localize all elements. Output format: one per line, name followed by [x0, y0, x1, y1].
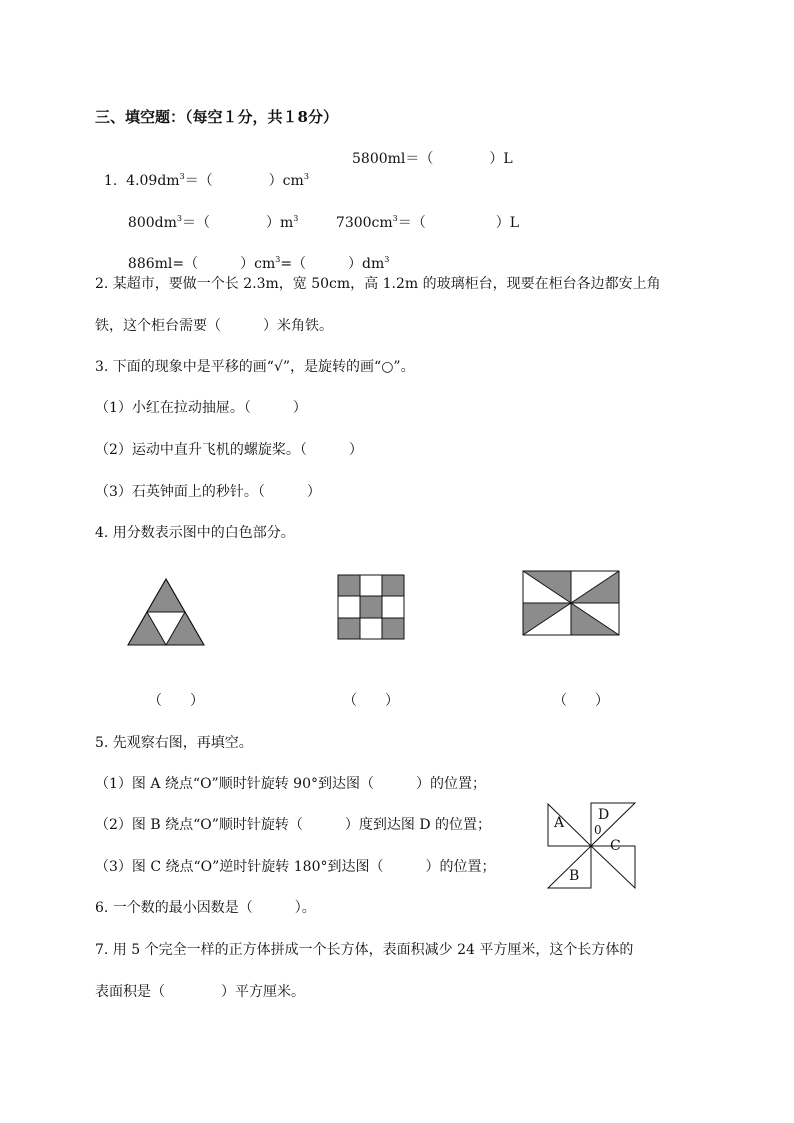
q3-item-1: （1）小红在拉动抽屉。（ ）: [95, 400, 307, 416]
q6-text: 6. 一个数的最小因数是（ ）。: [95, 900, 316, 916]
q5-item-2: （2）图 B 绕点“O”顺时针旋转（ ）度到达图 D 的位置；: [95, 817, 492, 833]
q1-b: 5800ml＝（ ）L: [352, 151, 513, 167]
q1-row-2b: $7300cm^3=$（ ）L: [335, 214, 520, 231]
figure-label-o: 0: [594, 823, 602, 837]
q5-stem: 5. 先观察右图，再填空。: [95, 735, 253, 751]
grid-figure: [337, 574, 405, 640]
figure-label-c: C: [610, 838, 621, 854]
q1-label: 1.: [103, 173, 118, 189]
q3-item-2: （2）运动中直升飞机的螺旋桨。（ ）: [95, 442, 363, 458]
q2-line-1: 2. 某超市，要做一个长 2.3m，宽 50cm，高 1.2m 的玻璃柜台，现要在柜台各边都安上角: [95, 276, 661, 292]
q3-stem: 3. 下面的现象中是平移的画“√”，是旋转的画“○”。: [95, 359, 415, 375]
figure-label-b: B: [569, 868, 580, 884]
q4-stem: 4. 用分数表示图中的白色部分。: [95, 525, 295, 541]
q3-item-3: （3）石英钟面上的秒针。（ ）: [95, 484, 321, 500]
q1-row-3: 886ml=（ ）$cm^3=$（ ）$dm^3$: [127, 255, 390, 272]
q4-blank-3: （ ）: [553, 693, 609, 709]
q5-item-1: （1）图 A 绕点“O”顺时针旋转 90°到达图（ ）的位置；: [95, 776, 486, 792]
q7-line-2: 表面积是（ ）平方厘米。: [95, 984, 305, 1000]
triangle-figure: [127, 578, 207, 648]
figure-label-a: A: [554, 815, 565, 831]
q1-a-lhs: 4.09dm: [126, 173, 180, 189]
q7-line-1: 7. 用 5 个完全一样的正方体拼成一个长方体，表面积减少 24 平方厘米，这个长方体的: [95, 942, 634, 958]
rectangle-figure: [522, 570, 620, 636]
q4-blank-1: （ ）: [148, 693, 204, 709]
q1-row-1: 1. $4.09dm^3=$（ ）$cm^3$: [103, 172, 309, 189]
q4-blank-2: （ ）: [343, 693, 399, 709]
q1-row-2a: $800dm^3=$（ ）$m^3$: [127, 214, 299, 231]
rotation-figure: [545, 800, 640, 892]
figure-label-d: D: [598, 807, 610, 823]
q2-line-2: 铁，这个柜台需要（ ）米角铁。: [95, 318, 333, 334]
section-heading: 三、填空题：（每空１分，共１8分）: [95, 108, 338, 126]
q5-item-3: （3）图 C 绕点“O”逆时针旋转 180°到达图（ ）的位置；: [95, 859, 496, 875]
q1-a-rhs: ＝（ ）cm: [184, 173, 304, 189]
